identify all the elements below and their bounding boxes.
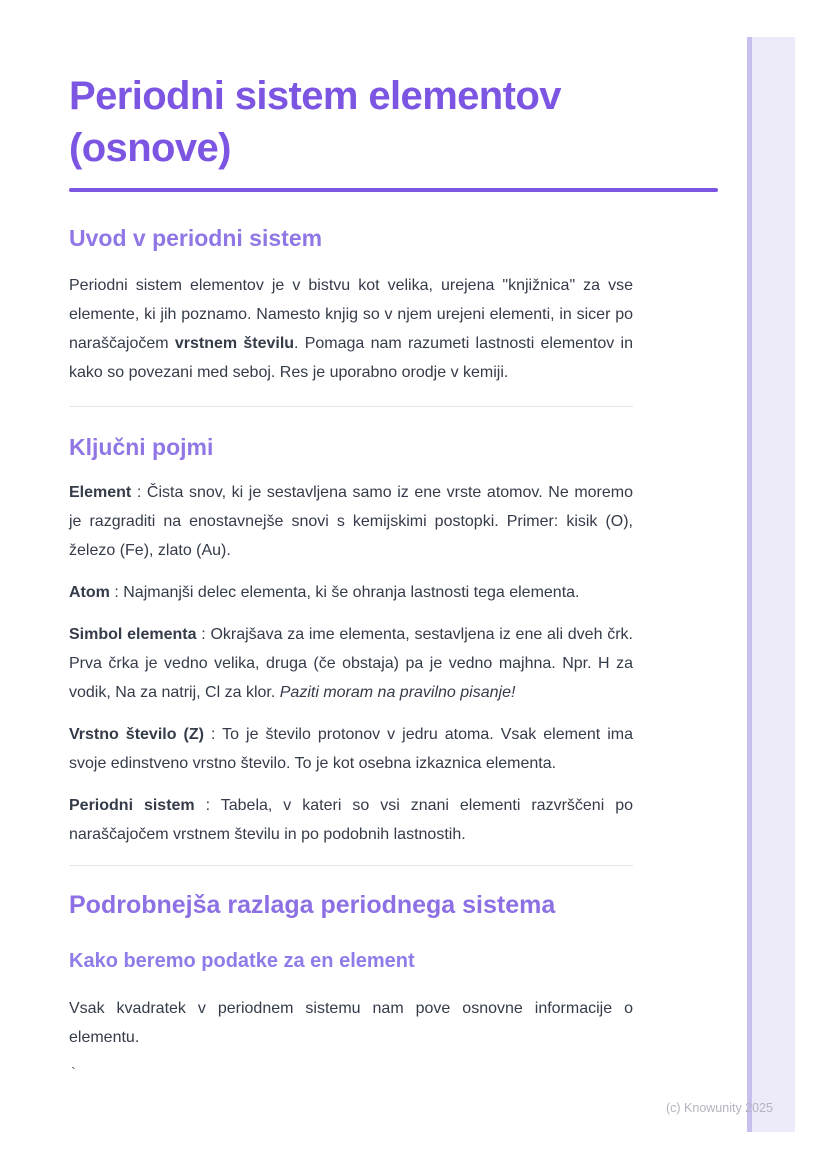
term-separator: : — [131, 484, 147, 501]
term-definition: Tabela, v kateri so vsi znani elementi razvrščeni po naraščajočem vrstnem številu in po podobnih lastnostih. — [69, 797, 634, 843]
stray-backtick: ` — [71, 1064, 76, 1080]
term-definition: To je število protonov v jedru atoma. Vsak element ima svoje edinstveno vrstno število. To je kot osebna izkaznica elementa. — [69, 726, 633, 772]
section-divider-1 — [69, 406, 633, 407]
detail-paragraph: Vsak kvadratek v periodnem sistemu nam pove osnovne informacije o elementu. — [69, 1000, 633, 1046]
intro-paragraph — [69, 271, 633, 387]
term-paragraph-simbol-elementa — [69, 620, 633, 707]
intro-text-1: Periodni sistem elementov je v bistvu kot velika, urejena "knjižnica" za vse elemente, ki jih poznamo. Namesto knjig so v njem urejeni elementi, in sicer po naraščajočem — [69, 277, 633, 352]
footer-copyright: (c) Knowunity 2025 — [665, 1101, 773, 1115]
term-label: Simbol elementa — [69, 626, 197, 643]
section-heading-uvod: Uvod v periodni sistem — [69, 225, 323, 251]
term-definition: Čista snov, ki je sestavljena samo iz ene vrste atomov. Ne moremo je razgraditi na enostavnejše snovi s kemijskimi postopki. Primer: kisik (O), železo (Fe), zlato (Au). — [69, 484, 633, 559]
section-heading-podrobnejsa-razlaga: Podrobnejša razlaga periodnega sistema — [69, 891, 556, 919]
term-separator: : — [194, 797, 221, 814]
term-paragraph-element — [69, 478, 633, 565]
side-stripe — [747, 37, 795, 1132]
term-label: Vrstno število (Z) — [69, 726, 204, 743]
term-separator: : — [109, 584, 124, 601]
term-paragraph-vrstno-stevilo — [69, 720, 633, 778]
term-separator: : — [203, 726, 223, 743]
section-divider-2 — [69, 865, 633, 866]
section-heading-kljucni-pojmi: Ključni pojmi — [69, 434, 214, 460]
document-content — [69, 0, 633, 1081]
term-label: Element — [69, 484, 132, 501]
term-definition-italic: Paziti moram na pravilno pisanje! — [279, 684, 516, 701]
intro-bold-text: vrstnem številu — [174, 335, 295, 352]
term-paragraph-periodni-sistem — [69, 791, 633, 849]
subsection-heading-kako-beremo: Kako beremo podatke za en element — [69, 950, 415, 972]
title-rule — [69, 188, 718, 192]
term-definition: Okrajšava za ime elementa, sestavljena iz ene ali dveh črk. Prva črka je vedno velika, druga (če obstaja) pa je vedno majhna. Npr. H za vodik, Na za natrij, Cl za klor. — [69, 626, 633, 701]
term-definition: Najmanjši delec elementa, ki še ohranja lastnosti tega elementa. — [123, 584, 580, 601]
intro-text-2: . Pomaga nam razumeti lastnosti elementov in kako so povezani med seboj. Res je uporabno orodje v kemiji. — [69, 335, 634, 381]
term-paragraph-atom — [69, 578, 633, 607]
term-label: Periodni sistem — [69, 797, 195, 814]
term-label: Atom — [69, 584, 110, 601]
page-title: Periodni sistem elementov (osnove) — [69, 74, 561, 170]
term-separator: : — [196, 626, 211, 643]
